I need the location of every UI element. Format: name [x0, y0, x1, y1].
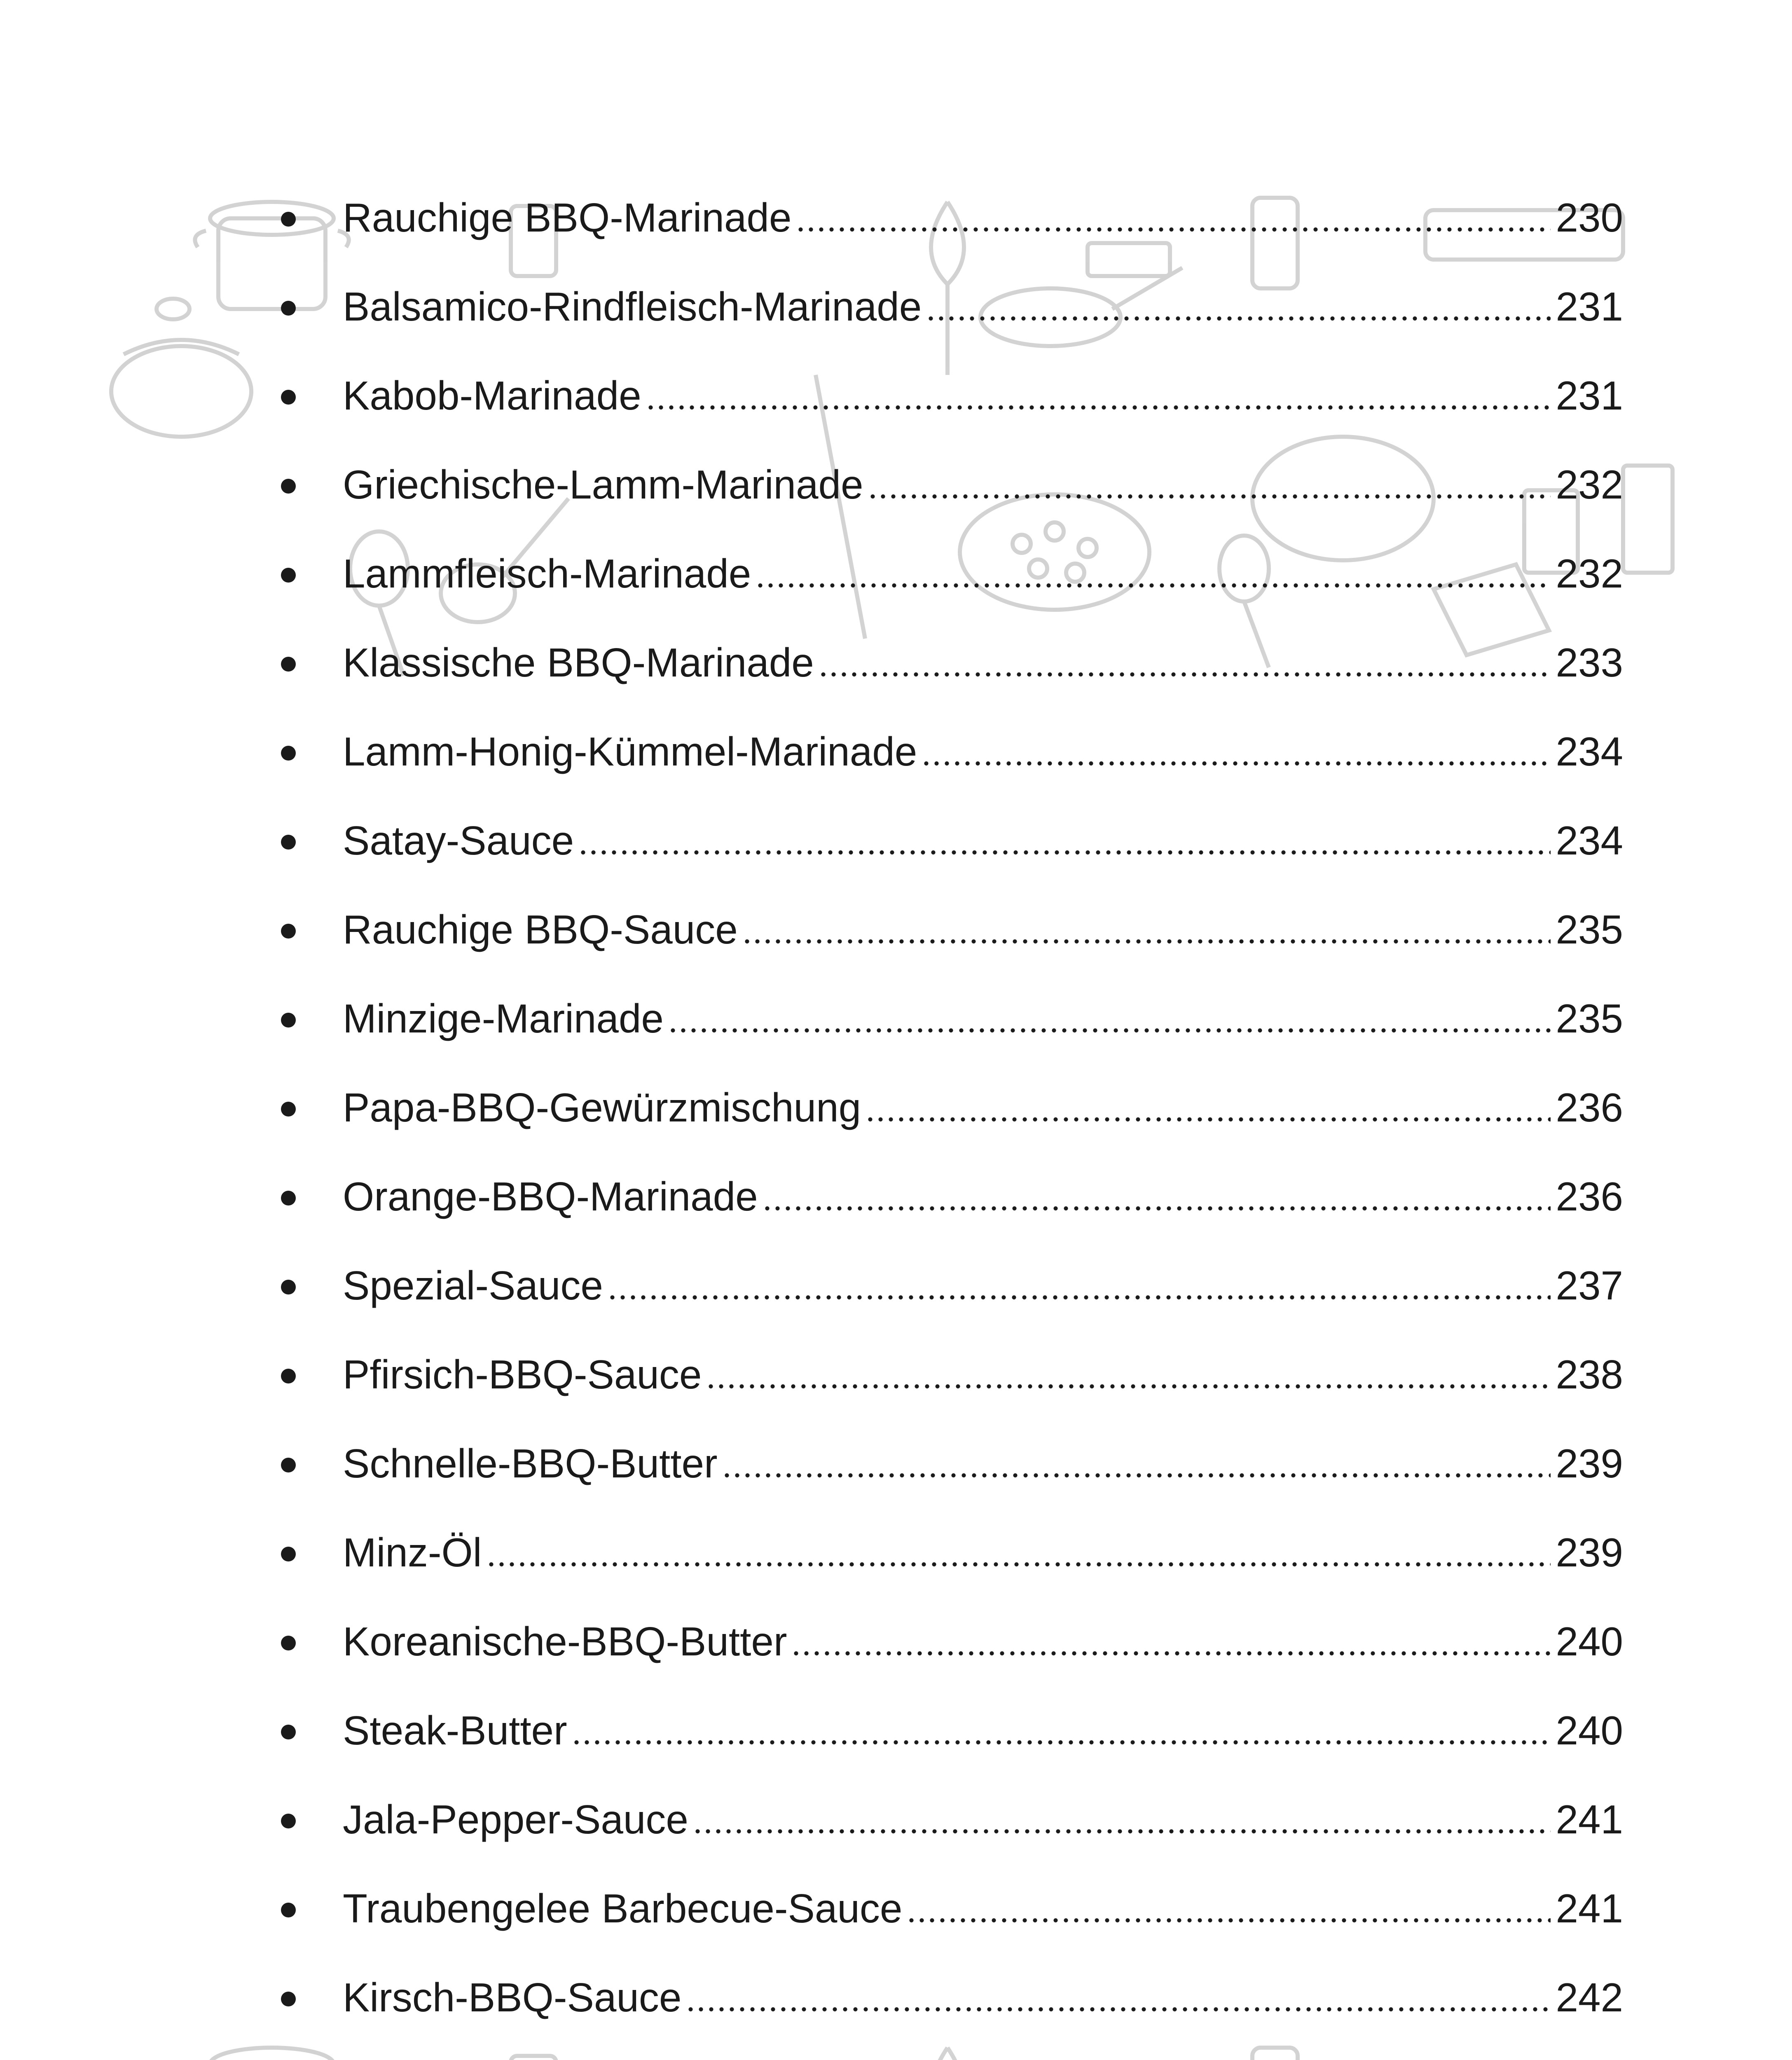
dot-leader: [742, 939, 1551, 944]
toc-entry-page: 239: [1556, 1530, 1623, 1575]
bullet-icon: [281, 1725, 296, 1739]
bullet-icon: [281, 1280, 296, 1295]
toc-entry-title: Pfirsich-BBQ-Sauce: [343, 1352, 702, 1397]
toc-entry-page: 239: [1556, 1441, 1623, 1486]
toc-entry[interactable]: [272, 1508, 1623, 1597]
bullet-icon: [281, 390, 296, 405]
toc-entry-title: Rauchige BBQ-Marinade: [343, 195, 792, 240]
dot-leader: [646, 405, 1551, 410]
toc-entry-page: 236: [1556, 1174, 1623, 1219]
dot-leader: [921, 761, 1551, 766]
dot-leader: [865, 1117, 1551, 1122]
bullet-icon: [281, 212, 296, 227]
toc-entry-title: Kabob-Marinade: [343, 373, 641, 418]
toc-entry-title: Rauchige BBQ-Sauce: [343, 907, 738, 952]
toc-entry-title: Steak-Butter: [343, 1708, 567, 1753]
bullet-icon: [281, 835, 296, 850]
toc-entry-title: Minz-Öl: [343, 1530, 482, 1575]
dot-leader: [868, 494, 1551, 499]
toc-entry[interactable]: [272, 1686, 1623, 1775]
toc-entry-title: Orange-BBQ-Marinade: [343, 1174, 758, 1219]
dot-leader: [926, 316, 1551, 321]
toc-entry[interactable]: [272, 1152, 1623, 1241]
toc-entry[interactable]: [272, 707, 1623, 796]
toc-entry-page: 236: [1556, 1085, 1623, 1130]
toc-entry-title: Papa-BBQ-Gewürzmischung: [343, 1085, 861, 1130]
toc-entry-page: 240: [1556, 1619, 1623, 1664]
bullet-icon: [281, 1547, 296, 1561]
bullet-icon: [281, 1013, 296, 1028]
toc-entry-title: Koreanische-BBQ-Butter: [343, 1619, 787, 1664]
toc-entry-page: 233: [1556, 640, 1623, 685]
bullet-icon: [281, 1903, 296, 1917]
toc-entry-page: 234: [1556, 818, 1623, 863]
toc-entry-page: 241: [1556, 1797, 1623, 1842]
toc-entry-title: Traubengelee Barbecue-Sauce: [343, 1886, 903, 1931]
toc-entry-page: 235: [1556, 996, 1623, 1041]
bullet-icon: [281, 746, 296, 761]
toc-entry-title: Lamm-Honig-Kümmel-Marinade: [343, 729, 917, 774]
bullet-icon: [281, 1636, 296, 1650]
dot-leader: [906, 1918, 1551, 1923]
bullet-icon: [281, 1191, 296, 1206]
toc-entry[interactable]: [272, 1597, 1623, 1686]
dot-leader: [607, 1295, 1551, 1300]
toc-entry-title: Klassische BBQ-Marinade: [343, 640, 814, 685]
toc-entry[interactable]: [272, 2042, 1623, 2060]
bullet-icon: [281, 657, 296, 672]
toc-entry[interactable]: [272, 885, 1623, 974]
toc-entry[interactable]: [272, 1953, 1623, 2042]
bullet-icon: [281, 1814, 296, 1828]
dot-leader: [818, 672, 1551, 677]
bullet-icon: [281, 301, 296, 316]
dot-leader: [795, 227, 1551, 232]
dot-leader: [706, 1384, 1551, 1389]
toc-entry-title: Kirsch-BBQ-Sauce: [343, 1975, 682, 2020]
toc-entry-page: 241: [1556, 1886, 1623, 1931]
toc-entry[interactable]: [272, 262, 1623, 351]
toc-entry-title: Satay-Sauce: [343, 818, 574, 863]
toc-entry[interactable]: [272, 1330, 1623, 1419]
dot-leader: [486, 1562, 1551, 1567]
bullet-icon: [281, 479, 296, 494]
toc-entry-page: 232: [1556, 551, 1623, 596]
toc-entry[interactable]: [272, 351, 1623, 440]
toc-entry-page: 237: [1556, 1263, 1623, 1308]
dot-leader: [578, 850, 1551, 855]
toc-entry[interactable]: [272, 618, 1623, 707]
toc-entry-page: 232: [1556, 462, 1623, 507]
bullet-icon: [281, 1369, 296, 1383]
dot-leader: [791, 1651, 1551, 1656]
toc-entry-page: 238: [1556, 1352, 1623, 1397]
bullet-icon: [281, 1102, 296, 1117]
toc-entry-title: Lammfleisch-Marinade: [343, 551, 751, 596]
bullet-icon: [281, 1458, 296, 1472]
dot-leader: [668, 1028, 1551, 1033]
toc-entry-page: 231: [1556, 373, 1623, 418]
dot-leader: [762, 1206, 1551, 1211]
toc-entry-title: Griechische-Lamm-Marinade: [343, 462, 863, 507]
bullet-icon: [281, 568, 296, 583]
bullet-icon: [281, 1992, 296, 2006]
toc-entry[interactable]: [272, 440, 1623, 529]
toc-entry[interactable]: [272, 1241, 1623, 1330]
toc-entry-title: Schnelle-BBQ-Butter: [343, 1441, 718, 1486]
toc-entry-title: Jala-Pepper-Sauce: [343, 1797, 688, 1842]
toc-entry-page: 230: [1556, 195, 1623, 240]
toc-entry[interactable]: [272, 1864, 1623, 1953]
bullet-icon: [281, 924, 296, 939]
toc-entry[interactable]: [272, 1775, 1623, 1864]
dot-leader: [692, 1829, 1551, 1834]
toc-entry-page: 240: [1556, 1708, 1623, 1753]
casserole-icon: [111, 299, 251, 437]
dot-leader: [571, 1740, 1551, 1745]
toc-entry-page: 235: [1556, 907, 1623, 952]
toc-entry-title: Balsamico-Rindfleisch-Marinade: [343, 284, 922, 329]
toc-entry-page: 231: [1556, 284, 1623, 329]
toc-entry-page: 242: [1556, 1975, 1623, 2020]
dot-leader: [685, 2007, 1551, 2012]
grater-icon: [1623, 466, 1673, 573]
toc-entry-title: Spezial-Sauce: [343, 1263, 603, 1308]
dot-leader: [722, 1473, 1551, 1478]
toc-entry[interactable]: [272, 529, 1623, 618]
toc-entry[interactable]: [272, 1419, 1623, 1508]
toc-entry-title: Minzige-Marinade: [343, 996, 664, 1041]
toc-entry[interactable]: [272, 1063, 1623, 1152]
toc-entry[interactable]: [272, 974, 1623, 1063]
toc-entry-page: 234: [1556, 729, 1623, 774]
dot-leader: [755, 583, 1551, 588]
toc-entry[interactable]: [272, 796, 1623, 885]
toc-entry[interactable]: [272, 173, 1623, 262]
table-of-contents: [272, 173, 1623, 2060]
